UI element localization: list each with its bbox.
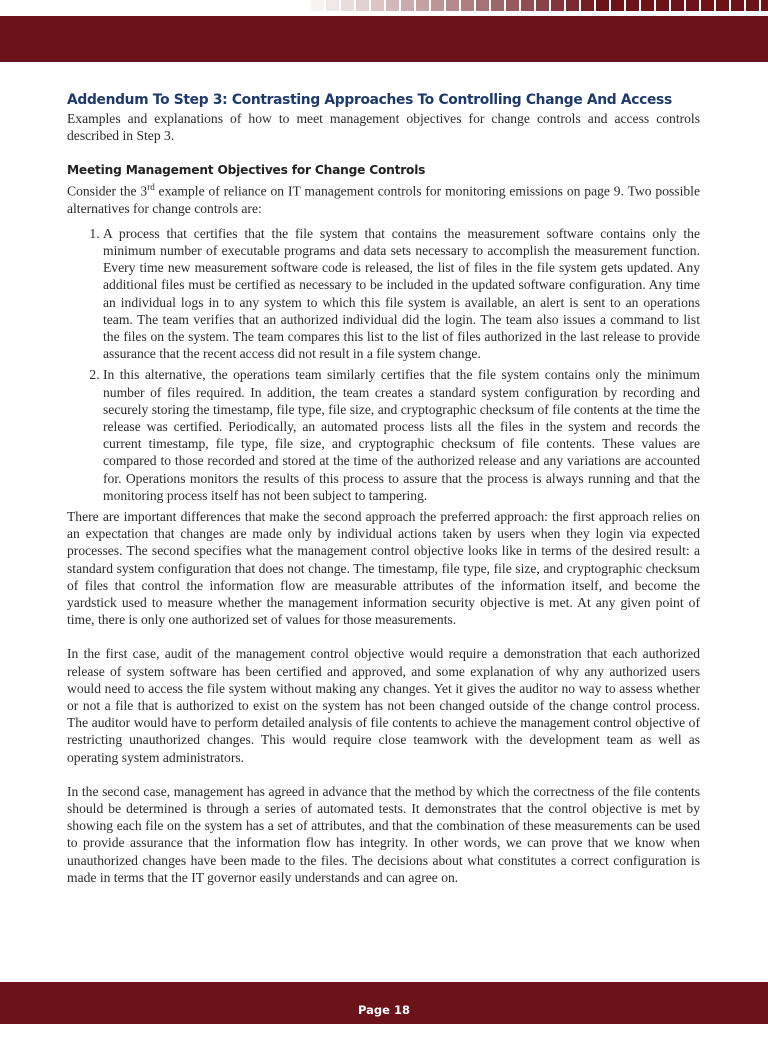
gradient-square — [656, 0, 669, 11]
header-band — [0, 16, 768, 62]
paragraph: There are important differences that make the second approach the preferred approach: the first approach relies on an expectation that changes are made only by individual actions taken by users when they login via expected processes. The second specifies what the management control objective looks like in terms of the desired result: a standard system configuration that does not change. The timestamp, file type, file size, and cryptographic checksum of files that control the information flow are measurable attributes of the information itself, and become the yardstick used to measure whether the management information security objective is met. At any given point of time, there is only one authorized set of values for those measurements. — [67, 509, 700, 628]
footer-band — [0, 982, 768, 1024]
gradient-square — [626, 0, 639, 11]
gradient-square — [611, 0, 624, 11]
section-heading: Meeting Management Objectives for Change Controls — [67, 162, 426, 177]
gradient-square — [536, 0, 549, 11]
gradient-square — [296, 0, 309, 11]
page-content — [67, 92, 700, 886]
gradient-square — [461, 0, 474, 11]
page-title: Addendum To Step 3: Contrasting Approaches To Controlling Change And Access — [67, 92, 672, 108]
gradient-square — [371, 0, 384, 11]
gradient-square — [386, 0, 399, 11]
gradient-square — [716, 0, 729, 11]
section-intro — [67, 179, 700, 217]
gradient-square — [341, 0, 354, 11]
gradient-square — [446, 0, 459, 11]
paragraph: In the first case, audit of the management control objective would require a demonstration that each authorized release of system software has been certified and approved, and some explanation of why any authorized users would need to access the file system without making any changes. Yet it gives the auditor no way to assess whether or not a file that is authorized to exist on the system has not been changed outside of the change control process. The auditor would have to perform detailed analysis of file contents to achieve the management control objective of restricting unauthorized changes. This would require close teamwork with the development team as well as operating system administrators. — [67, 646, 700, 765]
gradient-square — [356, 0, 369, 11]
intro-pre: Consider the 3 — [67, 183, 148, 199]
intro-text: Examples and explanations of how to meet management objectives for change controls and access controls described in Step 3. — [67, 111, 700, 144]
gradient-square — [731, 0, 744, 11]
gradient-square — [311, 0, 324, 11]
gradient-square — [581, 0, 594, 11]
alternatives-list — [67, 225, 700, 504]
gradient-square — [641, 0, 654, 11]
gradient-square — [491, 0, 504, 11]
gradient-square — [401, 0, 414, 11]
decorative-gradient-squares — [296, 0, 768, 11]
gradient-square — [476, 0, 489, 11]
list-item: 2. In this alternative, the operations team similarly certifies that the file system contains only the minimum number of files required. In addition, the team creates a standard system configuration by recording and securely storing the timestamp, file type, file size, and cryptographic checksum of file contents at the time the release was certified. Periodically, an automated process lists all the files in the system and records the current timestamp, file type, file size, and cryptographic checksum of file contents. These values are compared to those recorded and stored at the time of the authorized release and any variations are accounted for. Operations monitors the results of this process to assure that the process is always running and that the monitoring process itself has not been subject to tampering. — [103, 366, 700, 504]
paragraph: In the second case, management has agreed in advance that the method by which the correctness of the file contents should be determined is through a series of automated tests. It demonstrates that the control objective is met by showing each file on the system has a set of attributes, and that the combination of these measurements can be used to provide assurance that the information flow has integrity. In other words, we can prove that we know when unauthorized changes have been made to the files. The decisions about what constitutes a correct configuration is made in terms that the IT governor easily understands and can agree on. — [67, 783, 700, 885]
ordinal-suffix: rd — [147, 181, 155, 192]
gradient-square — [551, 0, 564, 11]
gradient-square — [701, 0, 714, 11]
gradient-square — [671, 0, 684, 11]
gradient-square — [761, 0, 768, 11]
intro-post: example of reliance on IT management controls for monitoring emissions on page 9. Two possible alternatives for change controls are: — [67, 183, 700, 216]
gradient-square — [566, 0, 579, 11]
gradient-square — [431, 0, 444, 11]
gradient-square — [746, 0, 759, 11]
gradient-square — [596, 0, 609, 11]
page-number: Page 18 — [358, 1003, 410, 1017]
list-item: 1. A process that certifies that the file system that contains the measurement software contains only the minimum number of executable programs and data sets necessary to accomplish the measurement function. Every time new measurement software code is released, the list of files in the file system gets updated. Any additional files must be certified as necessary to be included in the updated software configuration. Any time an individual logs in to any system to which this file system is available, an alert is sent to an operations team. The team verifies that an authorized individual did the login. The team also issues a command to list the files on the system. The team compares this list to the list of files authorized in the last release to provide assurance that the recent access did not result in a file system change. — [103, 225, 700, 363]
gradient-square — [506, 0, 519, 11]
gradient-square — [521, 0, 534, 11]
gradient-square — [416, 0, 429, 11]
gradient-square — [326, 0, 339, 11]
gradient-square — [686, 0, 699, 11]
